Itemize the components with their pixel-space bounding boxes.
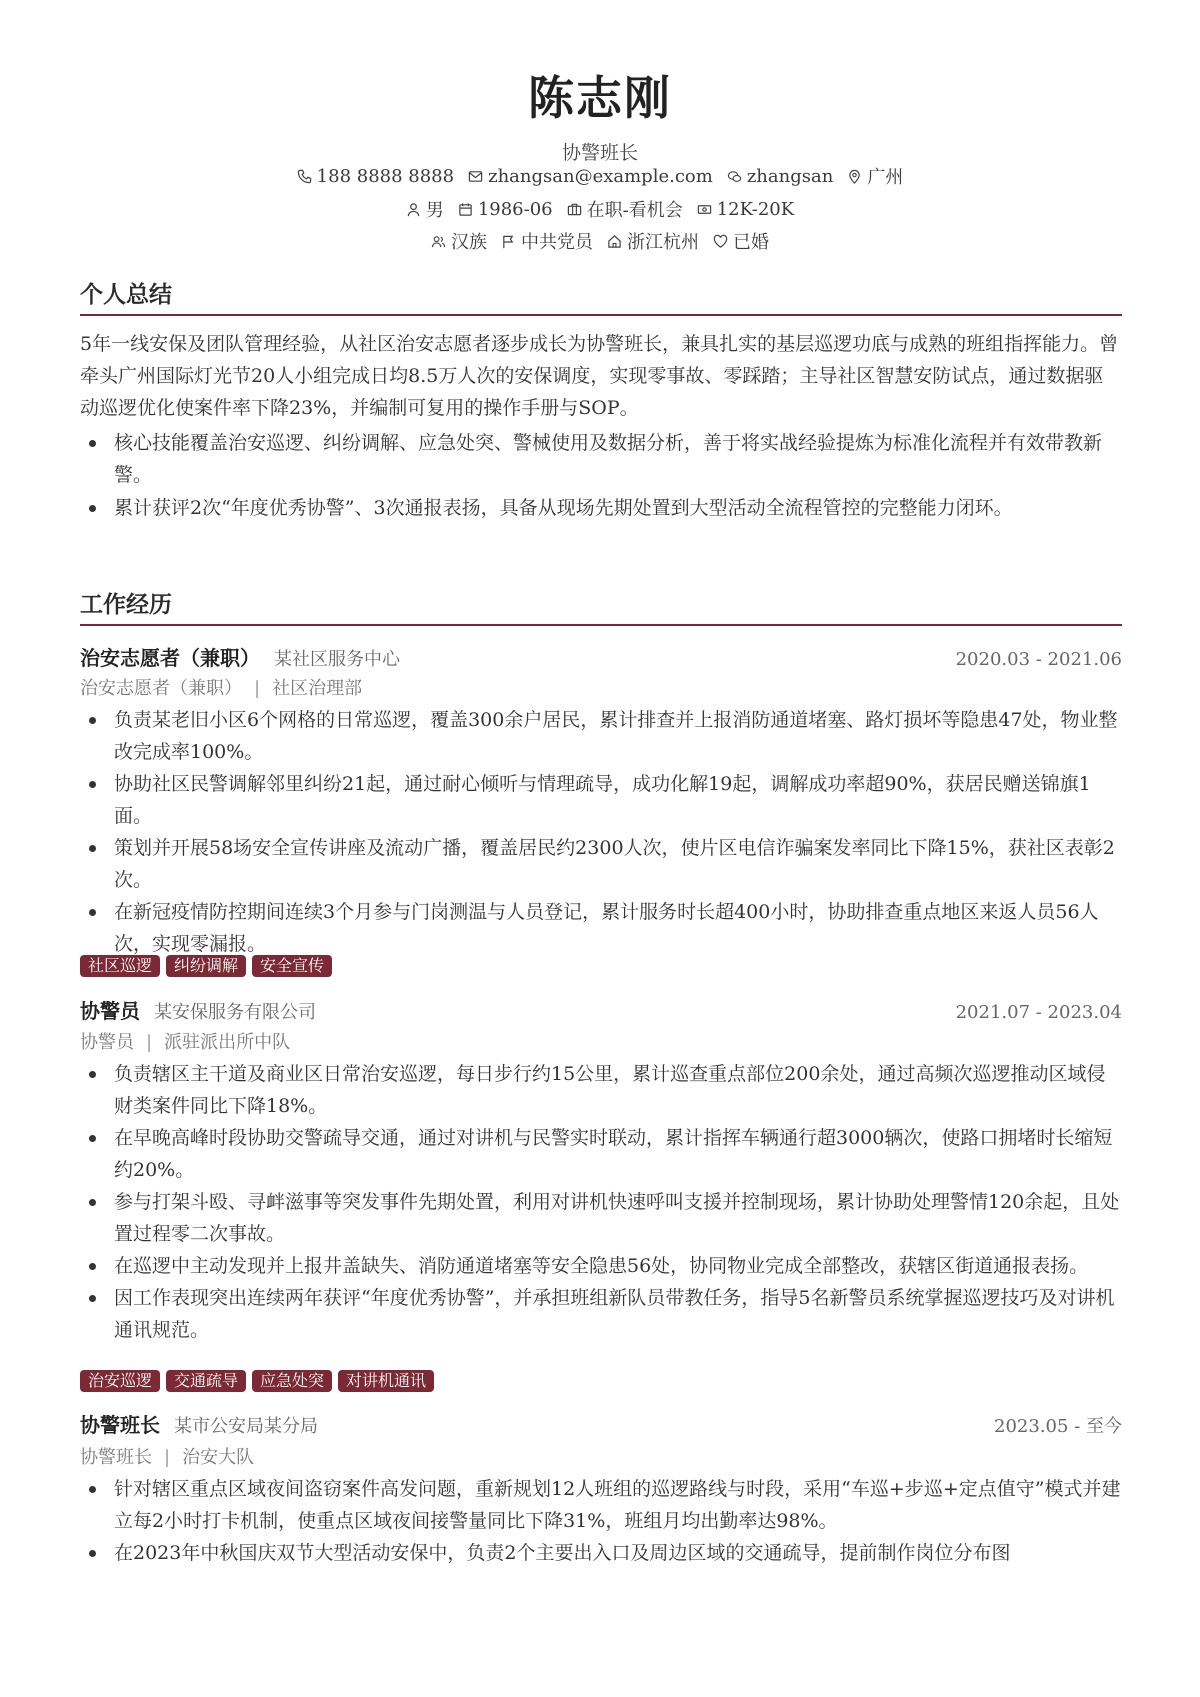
people-icon	[431, 234, 446, 249]
extra-ethnicity-text: 汉族	[451, 232, 487, 253]
extra-hometown	[607, 228, 699, 254]
detail-status-text: 在职-看机会	[586, 200, 683, 221]
details-row	[0, 196, 1200, 222]
detail-status	[567, 196, 683, 222]
skill-tag: 纠纷调解	[166, 955, 246, 977]
list-item: 协助社区民警调解邻里纠纷21起，通过耐心倾听与情理疏导，成功化解19起，调解成功率超90%，获居民赠送锦旗1面。	[80, 768, 1122, 832]
skill-tag: 社区巡逻	[80, 955, 160, 977]
job-department: 社区治理部	[272, 678, 363, 699]
user-icon	[406, 202, 421, 217]
list-item: 累计获评2次“年度优秀协警”、3次通报表扬，具备从现场先期处置到大型活动全流程管控的完整能力闭环。	[80, 492, 1122, 524]
detail-salary	[697, 199, 794, 220]
list-item: 策划并开展58场安全宣传讲座及流动广播，覆盖居民约2300人次，使片区电信诈骗案发率同比下降15%，获社区表彰2次。	[80, 832, 1122, 896]
detail-birth	[458, 199, 553, 220]
home-icon	[607, 234, 622, 249]
job-position: 协警班长	[80, 1447, 152, 1468]
list-item: 负责辖区主干道及商业区日常治安巡逻，每日步行约15公里，累计巡查重点部位200余处，通过高频次巡逻推动区域侵财类案件同比下降18%。	[80, 1058, 1122, 1122]
calendar-icon	[458, 202, 473, 217]
skill-tag: 对讲机通讯	[338, 1370, 434, 1392]
list-item: 因工作表现突出连续两年获评“年度优秀协警”，并承担班组新队员带教任务，指导5名新警员系统掌握巡逻技巧及对讲机通讯规范。	[80, 1282, 1122, 1346]
contact-row	[0, 163, 1200, 189]
summary-bullets	[80, 427, 1122, 524]
contact-wechat-text: zhangsan	[746, 165, 834, 187]
list-item: 针对辖区重点区域夜间盗窃案件高发问题，重新规划12人班组的巡逻路线与时段，采用“车巡+步巡+定点值守”模式并建立每2小时打卡机制，使重点区域夜间接警量同比下降31%，班组月均出勤率达98%。	[80, 1473, 1122, 1537]
candidate-title: 协警班长	[561, 142, 638, 164]
summary-divider	[80, 314, 1122, 316]
experience-divider	[80, 624, 1122, 626]
contact-email[interactable]	[468, 166, 713, 187]
summary-heading: 个人总结	[80, 281, 172, 308]
skill-tag: 应急处突	[252, 1370, 332, 1392]
job-bullets	[80, 1058, 1122, 1346]
job-tags	[80, 1370, 434, 1392]
job-date: 2020.03 - 2021.06	[955, 649, 1122, 670]
list-item: 负责某老旧小区6个网格的日常巡逻，覆盖300余户居民，累计排查并上报消防通道堵塞、路灯损坏等隐患47处，物业整改完成率100%。	[80, 704, 1122, 768]
separator: |	[254, 678, 261, 699]
detail-salary-text: 12K-20K	[716, 198, 795, 220]
mail-icon	[468, 169, 483, 184]
detail-gender	[406, 196, 444, 222]
extras-row	[0, 228, 1200, 254]
job-role: 协警班长	[80, 1413, 160, 1437]
extra-political	[501, 228, 593, 254]
wechat-icon	[727, 169, 742, 184]
job-role: 治安志愿者（兼职）	[80, 646, 260, 670]
detail-birth-text: 1986-06	[477, 198, 553, 220]
contact-phone[interactable]	[297, 166, 454, 187]
job-tags	[80, 955, 332, 977]
contact-wechat[interactable]	[727, 166, 833, 187]
skill-tag: 交通疏导	[166, 1370, 246, 1392]
job-bullets	[80, 1473, 1122, 1569]
list-item: 核心技能覆盖治安巡逻、纠纷调解、应急处突、警械使用及数据分析，善于将实战经验提炼为标准化流程并有效带教新警。	[80, 427, 1122, 491]
job-header	[80, 995, 1122, 1024]
flag-icon	[501, 234, 516, 249]
job-company: 某市公安局某分局	[174, 1416, 318, 1437]
contact-location-text: 广州	[867, 167, 904, 188]
phone-icon	[297, 169, 312, 184]
job-subheader	[80, 1443, 254, 1469]
money-icon	[697, 202, 712, 217]
job-date: 2023.05 - 至今	[994, 1416, 1122, 1437]
separator: |	[146, 1032, 153, 1053]
location-icon	[847, 169, 862, 184]
job-subheader	[80, 674, 362, 700]
job-date: 2021.07 - 2023.04	[955, 1002, 1122, 1023]
job-position: 协警员	[80, 1032, 134, 1053]
contact-email-text: zhangsan@example.com	[488, 165, 713, 187]
extra-marital-text: 已婚	[733, 232, 769, 253]
experience-heading: 工作经历	[80, 591, 172, 618]
extra-political-text: 中共党员	[521, 232, 593, 253]
job-department: 派驻派出所中队	[164, 1032, 291, 1053]
job-header	[80, 1409, 1122, 1438]
job-header	[80, 642, 1122, 671]
skill-tag: 安全宣传	[252, 955, 332, 977]
heart-icon	[713, 234, 728, 249]
briefcase-icon	[567, 202, 582, 217]
list-item: 在巡逻中主动发现并上报井盖缺失、消防通道堵塞等安全隐患56处，协同物业完成全部整改，获辖区街道通报表扬。	[80, 1250, 1122, 1282]
job-company: 某社区服务中心	[274, 649, 400, 670]
job-subheader	[80, 1028, 290, 1054]
job-role: 协警员	[80, 999, 140, 1023]
job-position: 治安志愿者（兼职）	[80, 678, 242, 699]
separator: |	[164, 1447, 171, 1468]
job-company: 某安保服务有限公司	[154, 1002, 316, 1023]
contact-location	[847, 163, 903, 189]
list-item: 在新冠疫情防控期间连续3个月参与门岗测温与人员登记，累计服务时长超400小时，协助排查重点地区来返人员56人次，实现零漏报。	[80, 896, 1122, 960]
list-item: 参与打架斗殴、寻衅滋事等突发事件先期处置，利用对讲机快速呼叫支援并控制现场，累计协助处理警情120余起，且处置过程零二次事故。	[80, 1186, 1122, 1250]
extra-marital	[713, 228, 769, 254]
job-bullets	[80, 704, 1122, 960]
skill-tag: 治安巡逻	[80, 1370, 160, 1392]
job-department: 治安大队	[182, 1447, 255, 1468]
list-item: 在2023年中秋国庆双节大型活动安保中，负责2个主要出入口及周边区域的交通疏导，提前制作岗位分布图	[80, 1537, 1122, 1569]
detail-gender-text: 男	[425, 200, 444, 221]
summary-paragraph: 5年一线安保及团队管理经验，从社区治安志愿者逐步成长为协警班长，兼具扎实的基层巡逻功底与成熟的班组指挥能力。曾牵头广州国际灯光节20人小组完成日均8.5万人次的安保调度，实现零事故、零踩踏；主导社区智慧安防试点，通过数据驱动巡逻优化使案件率下降23%，并编制可复用的操作手册与SOP。	[80, 333, 1119, 419]
list-item: 在早晚高峰时段协助交警疏导交通，通过对讲机与民警实时联动，累计指挥车辆通行超3000辆次，使路口拥堵时长缩短约20%。	[80, 1122, 1122, 1186]
extra-ethnicity	[431, 228, 487, 254]
extra-hometown-text: 浙江杭州	[627, 232, 699, 253]
contact-phone-text: 188 8888 8888	[316, 165, 455, 187]
candidate-name: 陈志刚	[528, 71, 672, 125]
